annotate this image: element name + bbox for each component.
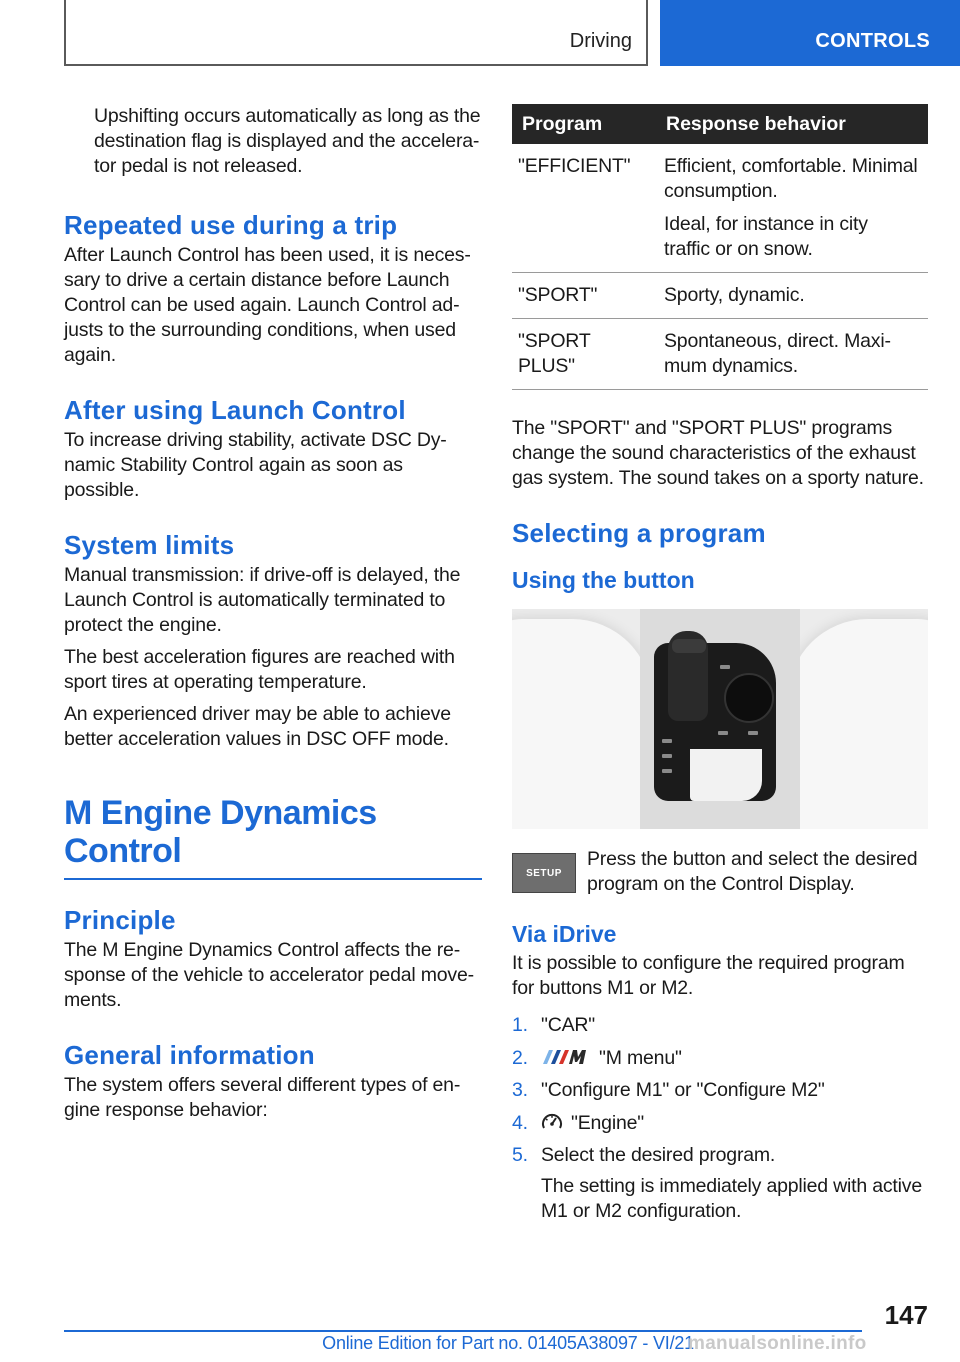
table-cell-program: "SPORT PLUS" (512, 319, 656, 390)
response-line: Efficient, comfortable. Minimal consumption. (664, 155, 918, 202)
idrive-controller-shape (724, 673, 774, 723)
console-tray-shape (690, 749, 762, 801)
heading-repeated-use: Repeated use during a trip (64, 210, 398, 240)
table-row (512, 273, 928, 319)
console-button-shape (662, 739, 672, 743)
heading-after-launch: After using Launch Control (64, 395, 406, 425)
step-number: 1. (512, 1014, 528, 1036)
list-item (512, 1143, 928, 1224)
heading-general-information: General information (64, 1040, 315, 1070)
step-number: 4. (512, 1111, 528, 1134)
table-row (512, 144, 928, 273)
after-launch-body: To increase driving stability, activate DSC Dynamic Stability Control again as soon as possible. (64, 429, 447, 501)
heading-selecting-program: Selecting a program (512, 518, 766, 548)
repeated-use-body: After Launch Control has been used, it is necessary to drive a certain distance before Launch Control can be used again. Launch Control adjusts to the surrounding conditions, when used again. (64, 244, 471, 366)
right-seat-shape (788, 619, 928, 829)
heading-via-idrive: Via iDrive (512, 921, 617, 947)
header-chapter-label: CONTROLS (815, 30, 930, 52)
table-cell-response (656, 144, 928, 273)
list-item (512, 1046, 928, 1071)
heading-rule (64, 878, 482, 880)
steps-list (512, 1013, 928, 1224)
table-header-response: Response behavior (656, 104, 928, 144)
heading-system-limits: System limits (64, 530, 235, 560)
step-text: "Configure M1" or "Configure M2" (541, 1079, 825, 1101)
table-header-row (512, 104, 928, 144)
table-cell-response: Spontaneous, direct. Maximum dynamics. (656, 319, 928, 390)
principle-body: The M Engine Dynamics Control affects the response of the vehicle to accelerator pedal movements. (64, 939, 475, 1011)
console-button-shape (720, 665, 730, 669)
left-column (64, 104, 482, 1123)
footer-edition: Online Edition for Part no. 01405A38097 - VI/21 (322, 1333, 694, 1353)
step-number: 5. (512, 1144, 528, 1166)
m-logo-icon (541, 1049, 593, 1065)
engine-gauge-icon (541, 1112, 563, 1132)
header-chapter-tab (660, 0, 960, 66)
heading-m-engine-dynamics: M Engine Dynamics Control (64, 794, 377, 870)
console-button-shape (718, 731, 728, 735)
table-cell-program: "EFFICIENT" (512, 144, 656, 273)
sound-paragraph: The "SPORT" and "SPORT PLUS" programs change the sound characteristics of the exhaust gas system. The sound takes on a sporty nature. (512, 417, 924, 489)
system-limits-p3: An experienced driver may be able to achieve better acceleration values in DSC OFF mode. (64, 703, 451, 750)
step-text: "M menu" (599, 1046, 682, 1069)
system-limits-p2: The best acceleration figures are reached with sport tires at operating temperature. (64, 646, 455, 693)
table-row (512, 319, 928, 390)
system-limits-p1: Manual transmission: if drive-off is delayed, the Launch Control is automatically terminated to protect the engine. (64, 564, 461, 636)
page-number: 147 (884, 1300, 928, 1330)
footer-watermark: manualsonline.info (688, 1333, 867, 1354)
general-information-body: The system offers several different types of engine response behavior: (64, 1074, 461, 1121)
step-text: "Engine" (571, 1111, 644, 1134)
idrive-body: It is possible to configure the required program for buttons M1 or M2. (512, 952, 905, 999)
response-line: Ideal, for instance in city traffic or on snow. (664, 213, 868, 260)
console-button-shape (662, 754, 672, 758)
header-section-label: Driving (569, 30, 632, 52)
footer-rule (64, 1330, 862, 1332)
list-item (512, 1013, 928, 1038)
setup-button-icon: SETUP (512, 853, 576, 893)
step-number: 3. (512, 1079, 528, 1101)
heading-using-button: Using the button (512, 567, 695, 593)
table-header-program: Program (512, 104, 656, 144)
right-column (512, 104, 928, 1232)
heading-principle: Principle (64, 905, 176, 935)
step-number: 2. (512, 1046, 528, 1069)
center-console-photo (512, 609, 928, 829)
table-cell-program: "SPORT" (512, 273, 656, 319)
left-seat-shape (512, 619, 652, 829)
table-cell-response: Sporty, dynamic. (656, 273, 928, 319)
list-item (512, 1111, 928, 1136)
console-button-shape (748, 731, 758, 735)
header-section-box (64, 0, 648, 66)
setup-instruction (512, 847, 928, 903)
setup-text: Press the button and select the desired program on the Control Display. (587, 848, 918, 895)
list-item (512, 1078, 928, 1103)
step-text: Select the desired program. (541, 1144, 776, 1166)
intro-paragraph: Upshifting occurs automatically as long as the destination flag is displayed and the accelerator pedal is not released. (94, 105, 481, 177)
step-text: "CAR" (541, 1014, 596, 1036)
console-button-shape (662, 769, 672, 773)
program-table (512, 104, 928, 390)
gear-selector-top-shape (672, 639, 706, 653)
step-subtext: The setting is immediately applied with active M1 or M2 configuration. (541, 1175, 922, 1222)
